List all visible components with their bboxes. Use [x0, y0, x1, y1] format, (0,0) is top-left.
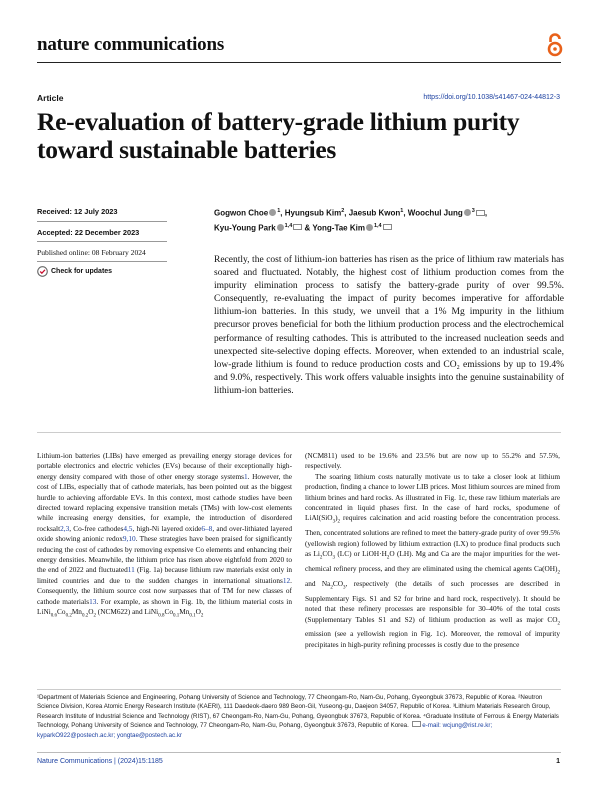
- author-affil: 1,4: [284, 222, 293, 229]
- check-updates-icon: [37, 266, 48, 277]
- meta-divider: [37, 241, 167, 242]
- article-type: Article: [37, 93, 64, 103]
- orcid-icon[interactable]: [269, 209, 276, 216]
- accepted-date: Accepted: 22 December 2023: [37, 228, 140, 237]
- meta-divider: [37, 261, 167, 262]
- author-affil: 1: [400, 208, 404, 214]
- meta-divider: [37, 221, 167, 222]
- author-affil: 2: [341, 208, 345, 214]
- mail-icon[interactable]: [476, 210, 485, 216]
- article-title: Re-evaluation of battery-grade lithium purity toward sustainable batteries: [37, 107, 520, 164]
- author-affil: 1: [277, 208, 281, 214]
- orcid-icon[interactable]: [464, 209, 471, 216]
- page-number: 1: [556, 758, 560, 765]
- abstract: Recently, the cost of lithium-ion batteries has risen as the price of lithium raw materials has soared and fluctuated. Notably, the highest cost of lithium production comes from the impurity elimination process to satisfy the battery-grade purity of over 99.5%. Consequently, re-evaluating the impact of purity becomes imperative for affordable lithium-ion batteries. In this study, we unveil that a 1% Mg impurity in the lithium precursor proves beneficial for both the lithium production process and the electrochemical performance of resulting cathodes. This is attributed to the increased nucleation seeds and unexpected site-selective doping effects. Moreover, when extended to an industrial scale, low-grade lithium is found to reduce production costs and CO₂ emissions by up to 19.4% and 9.0%, respectively. This work offers valuable insights into the genuine sustainability of lithium-ion batteries.: [214, 255, 564, 396]
- orcid-icon[interactable]: [277, 224, 284, 231]
- journal-name[interactable]: nature communications: [37, 34, 225, 55]
- mail-icon[interactable]: [383, 224, 392, 230]
- check-updates-label: Check for updates: [51, 268, 113, 275]
- footer-rule: [37, 752, 561, 753]
- author-name[interactable]: Kyu-Young Park: [214, 223, 276, 233]
- header-rule: [37, 62, 561, 63]
- received-date: Received: 12 July 2023: [37, 207, 118, 216]
- mail-icon[interactable]: [293, 224, 302, 230]
- body-column-right: [305, 451, 560, 650]
- open-access-icon: [546, 33, 564, 57]
- footnote-divider: [37, 689, 561, 690]
- author-name[interactable]: Yong-Tae Kim: [312, 223, 365, 233]
- check-for-updates-button[interactable]: [37, 266, 112, 277]
- doi-link[interactable]: https://doi.org/10.1038/s41467-024-44812-3: [423, 94, 560, 101]
- author-name[interactable]: Woochul Jung: [407, 208, 463, 218]
- author-list: Gogwon Choe $^1$, Hyungsub Kim$^2$, Jaesub Kwon$^1$, Woochul Jung $^3$ , Kyu-Young Park $^{1,4}$ & Yong-Tae Kim $^{1,4}$: [214, 208, 488, 233]
- author-name[interactable]: Jaesub Kwon: [348, 208, 401, 218]
- body-column-left: [37, 451, 292, 622]
- orcid-icon[interactable]: [366, 224, 373, 231]
- email-links[interactable]: e-mail: wcjung@rist.re.kr; kyparkO922@postech.ac.kr; yongtae@postech.ac.kr: [37, 722, 493, 739]
- mail-icon: [412, 721, 421, 727]
- body-paragraph: (NCM811) used to be 19.6% and 23.5% but are now up to 55.2% and 57.5%, respectively.: [305, 451, 560, 471]
- author-affil: 1,4: [373, 222, 382, 229]
- journal-reference[interactable]: Nature Communications | (2024)15:1185: [37, 758, 163, 765]
- body-paragraph: Lithium-ion batteries (LIBs) have emerged as prevailing energy storage devices for portable electronics and electric vehicles (EVs) because of their exceptionally high-energy density compared with those of other energy storage systems1. However, the cost of LIBs, especially that of cathode materials, has been pointed out as the biggest hurdle to achieving affordable EVs. In this context, most cathode studies have been directed toward replacing expensive transition metals (TMs) with low-cost elements while increasing energy densities, for example, the introduction of disordered rocksalt2,3, Co-free cathodes4,5, high-Ni layered oxide6–8, and over-lithiated layered oxide showing anionic redox9,10. These strategies have been praised for significantly reducing the cost of cathodes by removing expensive Co elements and enhancing their energy densities. Meanwhile, the lithium price has risen above eightfold from 2020 to the end of 2022 and fluctuated11 (Fig. 1a) because lithium raw materials exist only in limited countries and due to the sudden changes in international situations12. Consequently, the lithium source cost now surpasses that of TM for new classes of cathode materials13. For example, as shown in Fig. 1b, the lithium material costs in $LiNi_{0.6}Co_{0.2}Mn_{0.2}O_2$ (NCM622) and $LiNi_{0.8}Co_{0.1}Mn_{0.1}O_2$: [37, 451, 293, 619]
- affiliations-text: ¹Department of Materials Science and Engineering, Pohang University of Science and Technology, 77 Cheongam-Ro, Nam-Gu, Pohang, Gyeongbuk 37673, Republic of Korea. ²Neutron Science Division, Korea Atomic Energy Research Institute (KAERI), 111 Daedeok-daero 989 Beon-Gil, Yuseong-gu, Daejeon 34057, Republic of Korea. ³Lithium Materials Research Group, Research Institute of Industrial Science and Technology (RIST), 67 Cheongam-Ro, Nam-Gu, Pohang, Gyeongbuk 37673, Republic of Korea. ⁴Graduate Institute of Ferrous & Energy Materials Technology, Pohang University of Science and Technology, 77 Cheongam-Ro, Nam-Gu, Pohang, Gyeongbuk 37673, Republic of Korea.: [37, 694, 559, 730]
- author-name[interactable]: Hyungsub Kim: [284, 208, 342, 218]
- abstract-divider: [37, 432, 561, 433]
- affiliations: [37, 693, 561, 740]
- author-affil: 3: [471, 208, 475, 214]
- body-paragraph: The soaring lithium costs naturally motivate us to take a closer look at lithium production, finding a chance to lower LIB prices. Most lithium sources are mined from lithium brines and hard rocks. As illustrated in Fig. 1c, these raw lithium materials are concentrated in liquid phases first. In the case of hard rocks, spodumene of $LiAl(SiO_3)_2$ requires calcination and acid roasting before the concentration process. Then, concentrated solutions are refined to meet the battery-grade purity of over 99.5% (yellowish region) followed by lithium extraction (LX) to produce final products such as $Li_2CO_3$ (LC) or $LiOH\cdot H_2O$ (LH). Mg and Ca are the major impurities for the wet-chemical refinery process, and they are eliminated using the chemical agents $Ca(OH)_2$ and $Na_2CO_3$, respectively (the details of such processes are described in Supplementary Figs. S1 and S2 for brine and hard rock, respectively). It should be noted that these refinery processes are responsible for 30–40% of the total costs (Supplementary Tables S1 and S2) of lithium production as well as major $CO_2$ emission (see a yellowish region in Fig. 1c). Moreover, the removal of impurity precipitates in high-purity refining processes is costly due to the presence: [305, 471, 561, 649]
- published-date: Published online: 08 February 2024: [37, 248, 146, 257]
- author-name[interactable]: Gogwon Choe: [214, 208, 269, 218]
